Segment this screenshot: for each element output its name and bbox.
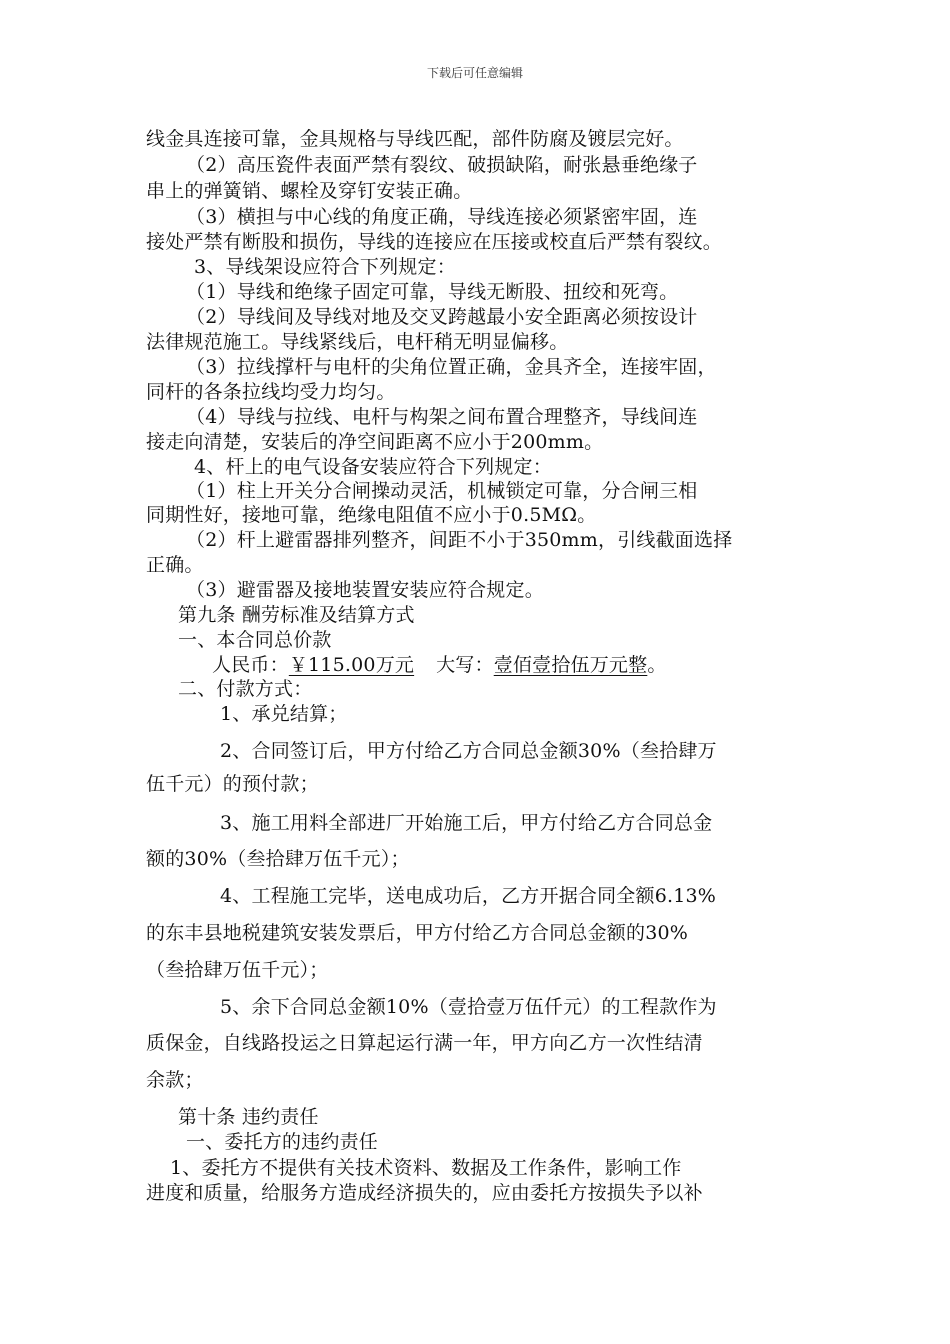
text-line: （3）避雷器及接地装置安装应符合规定。 (186, 579, 544, 601)
text-line: 4、杆上的电气设备安装应符合下列规定： (194, 456, 552, 478)
text-line: 串上的弹簧销、螺栓及穿钉安装正确。 (146, 180, 473, 202)
text-line: （叁拾肆万伍千元）； (146, 959, 329, 981)
text-line: 同期性好，接地可靠，绝缘电阻值不应小于0.5MΩ。 (146, 504, 597, 526)
text-line: 进度和质量，给服务方造成经济损失的，应由委托方按损失予以补 (146, 1182, 703, 1204)
text-line: （2）导线间及导线对地及交叉跨越最小安全距离必须按设计 (186, 306, 698, 328)
text-line: （3）横担与中心线的角度正确，导线连接必须紧密牢固，连 (186, 206, 698, 228)
text-line: 法律规范施工。导线紧线后，电杆稍无明显偏移。 (146, 331, 569, 353)
text-line: 3、导线架设应符合下列规定： (194, 256, 456, 278)
text-line: 的东丰县地税建筑安装发票后，甲方付给乙方合同总金额的30% (146, 922, 689, 944)
text-line: 伍千元）的预付款； (146, 773, 319, 795)
text-line: 5、余下合同总金额10%（壹拾壹万伍仟元）的工程款作为 (220, 996, 717, 1018)
text-line: 接处严禁有断股和损伤，导线的连接应在压接或校直后严禁有裂纹。 (146, 231, 723, 253)
text-line: 一、委托方的违约责任 (186, 1131, 379, 1153)
text-line: （1）导线和绝缘子固定可靠，导线无断股、扭绞和死弯。 (186, 281, 679, 303)
section-heading: 第九条 酬劳标准及结算方式 (178, 604, 415, 626)
price-amount: ￥115.00万元 (288, 654, 415, 676)
text-line: 2、合同签订后，甲方付给乙方合同总金额30%（叁拾肆万 (220, 740, 717, 762)
price-label-cn: 大写： (436, 654, 494, 676)
text-line: 接走向清楚，安装后的净空间距离不应小于200mm。 (146, 431, 604, 453)
text-line: 一、本合同总价款 (178, 629, 332, 651)
text-line: （1）柱上开关分合闸操动灵活，机械锁定可靠，分合闸三相 (186, 480, 698, 502)
text-line: 余款； (146, 1069, 204, 1091)
section-heading: 第十条 违约责任 (178, 1106, 319, 1128)
price-line (212, 650, 667, 677)
text-line: 1、委托方不提供有关技术资料、数据及工作条件，影响工作 (170, 1157, 682, 1179)
text-line: 额的30%（叁拾肆万伍千元）； (146, 848, 410, 870)
text-line: （3）拉线撑杆与电杆的尖角位置正确，金具齐全，连接牢固， (186, 356, 717, 378)
text-line: 质保金，自线路投运之日算起运行满一年，甲方向乙方一次性结清 (146, 1032, 703, 1054)
text-line: （4）导线与拉线、电杆与构架之间布置合理整齐，导线间连 (186, 406, 698, 428)
text-line: 正确。 (146, 554, 204, 576)
price-amount-cn: 壹佰壹拾伍万元整 (493, 654, 648, 676)
text-line: （2）高压瓷件表面严禁有裂纹、破损缺陷，耐张悬垂绝缘子 (186, 154, 698, 176)
text-line: 4、工程施工完毕，送电成功后，乙方开据合同全额6.13% (220, 885, 717, 907)
text-line: 1、承兑结算； (220, 703, 348, 725)
text-line: 同杆的各条拉线均受力均匀。 (146, 381, 396, 403)
page-header: 下载后可任意编辑 (426, 66, 523, 80)
price-end: 。 (647, 654, 667, 676)
text-line: 二、付款方式： (178, 678, 313, 700)
text-line: 3、施工用料全部进厂开始施工后，甲方付给乙方合同总金 (220, 812, 713, 834)
text-line: （2）杆上避雷器排列整齐，间距不小于350mm，引线截面选择 (186, 529, 733, 551)
text-line: 线金具连接可靠，金具规格与导线匹配，部件防腐及镀层完好。 (146, 128, 684, 150)
price-label: 人民币： (212, 654, 289, 676)
